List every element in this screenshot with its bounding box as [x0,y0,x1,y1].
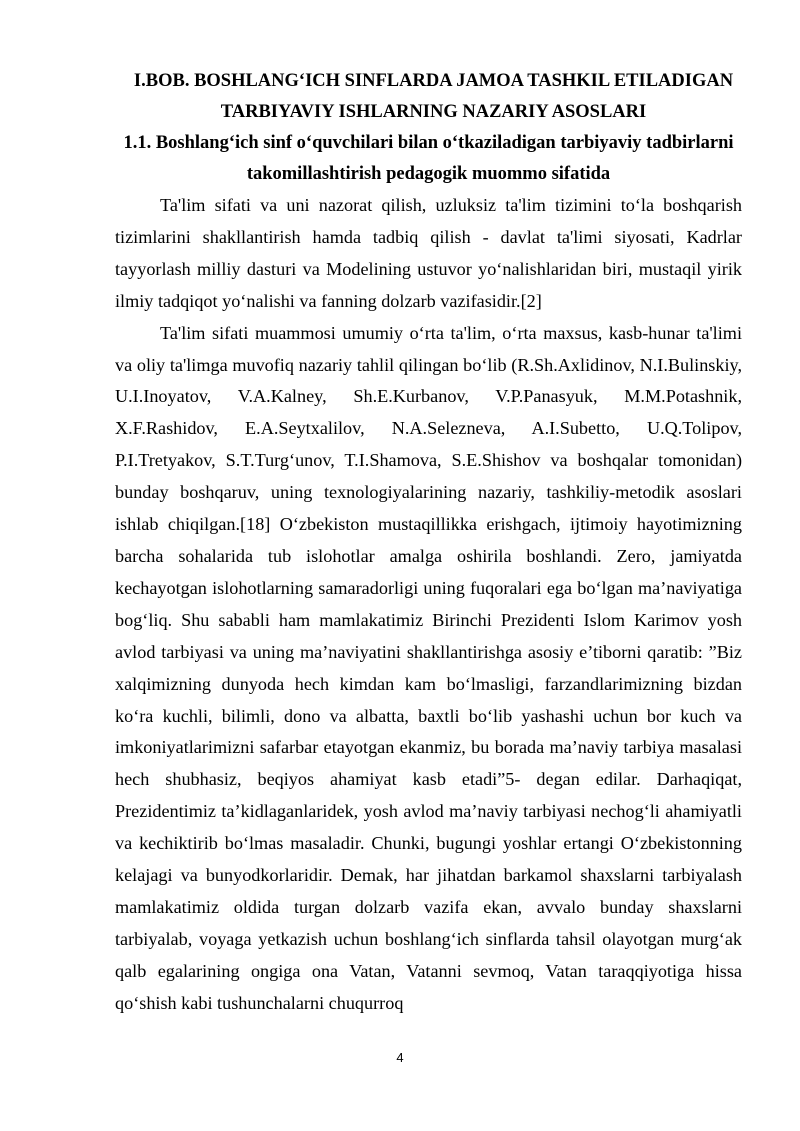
section-title-line-1: 1.1. Boshlang‘ich sinf o‘quvchilari bilan o‘tkaziladigan tarbiyaviy tadbirlarni [123,133,734,153]
chapter-title-line-2: TARBIYAVIY ISHLARNING NAZARIY ASOSLARI [220,102,647,122]
page-number: 4 [396,1050,404,1065]
chapter-title [115,66,742,128]
section-title-line-2: takomillashtirish pedagogik muommo sifatida [246,164,611,184]
body-paragraph-1: Ta'lim sifati va uni nazorat qilish, uzluksiz ta'lim tizimini to‘la boshqarish tizimlarini shakllantirish hamda tadbiq qilish - davlat ta'limi siyosati, Kadrlar tayyorlash milliy dasturi va Modelining ustuvor yo‘nalishlaridan biri, mustaqil yirik ilmiy tadqiqot yo‘nalishi va fanning dolzarb vazifasidir.[2] [115,195,742,311]
chapter-title-line-1: I.BOB. BOSHLANG‘ICH SINFLARDA JAMOA TASHKIL ETILADIGAN [133,71,734,91]
body-paragraph-2: Ta'lim sifati muammosi umumiy o‘rta ta'lim, o‘rta maxsus, kasb-hunar ta'limi va oliy ta'limga muvofiq nazariy tahlil qilingan bo‘lib (R.Sh.Axlidinov, N.I.Bulinskiy, U.I.Inoyatov, V.A.Kalney, Sh.E.Kurbanov, V.P.Panasyuk, M.M.Potashnik, X.F.Rashidov, E.A.Seytxalilov, N.A.Selezneva, A.I.Subetto, U.Q.Tolipov, P.I.Tretyakov, S.T.Turg‘unov, T.I.Shamova, S.E.Shishov va boshqalar tomonidan) bunday boshqaruv, uning texnologiyalarining nazariy, tashkiliy-metodik asoslari ishlab chiqilgan.[18] O‘zbekiston mustaqillikka erishgach, ijtimoiy hayotimizning barcha sohalarida tub islohotlar amalga oshirila boshlandi. Zero, jamiyatda kechayotgan islohotlarning samaradorligi uning fuqoralari ega bo‘lgan ma’naviyatiga bog‘liq. Shu sababli ham mamlakatimiz Birinchi Prezidenti Islom Karimov yosh avlod tarbiyasi va uning ma’naviyatini shakllantirishga asosiy e’tiborni qaratib: ”Biz xalqimizning dunyoda hech kimdan kam bo‘lmasligi, farzandlarimizning bizdan ko‘ra kuchli, bilimli, dono va albatta, baxtli bo‘lib yashashi uchun bor kuch va imkoniyatlarimizni safarbar etayotgan ekanmiz, bu borada ma’naviy tarbiya masalasi hech shubhasiz, beqiyos ahamiyat kasb etadi”5- degan edilar. Darhaqiqat, Prezidentimiz ta’kidlaganlaridek, yosh avlod ma’naviy tarbiyasi nechog‘li ahamiyatli va kechiktirib bo‘lmas masaladir. Chunki, bugungi yoshlar ertangi O‘zbekistonning kelajagi va bunyodkorlaridir. Demak, har jihatdan barkamol shaxslarni tarbiyalash mamlakatimiz oldida turgan dolzarb vazifa ekan, avvalo bunday shaxslarni tarbiyalab, voyaga yetkazish uchun boshlang‘ich sinflarda tahsil olayotgan murg‘ak qalb egalarining ongiga ona Vatan, Vatanni sevmoq, Vatan taraqqiyotiga hissa qo‘shish kabi tushunchalarni chuqurroq [115,322,742,1013]
section-title [115,128,742,190]
